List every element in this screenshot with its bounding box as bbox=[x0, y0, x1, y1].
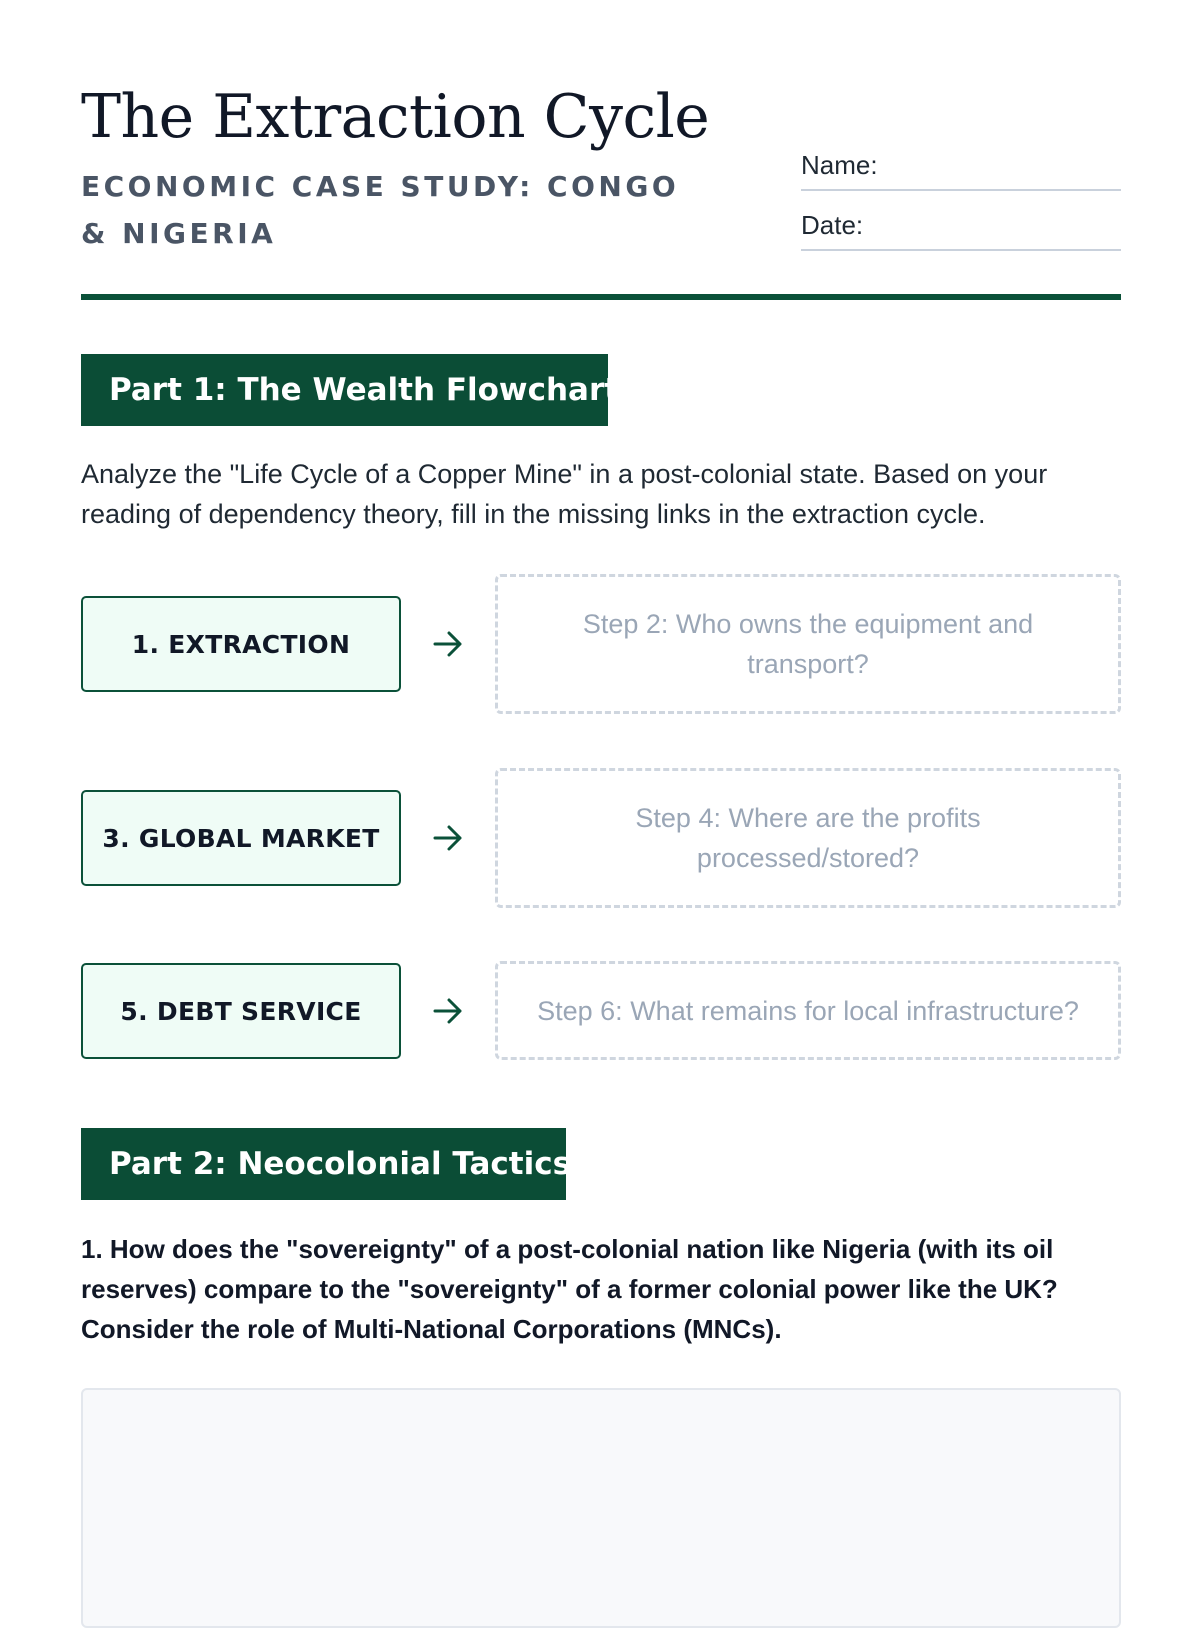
page-title: The Extraction Cycle bbox=[81, 82, 710, 152]
student-info bbox=[801, 145, 1121, 265]
flow-row bbox=[81, 768, 1121, 908]
name-field[interactable] bbox=[801, 145, 1121, 191]
flow-row bbox=[81, 961, 1121, 1060]
page-subtitle: ECONOMIC CASE STUDY: CONGO & NIGERIA bbox=[81, 170, 680, 250]
step-box-extraction: 1. EXTRACTION bbox=[81, 596, 401, 692]
answer-box-step4[interactable]: Step 4: Where are the profits processed/stored? bbox=[495, 768, 1121, 908]
part1-instructions: Analyze the "Life Cycle of a Copper Mine" in a post-colonial state. Based on your reading of dependency theory, fill in the missing links in the extraction cycle. bbox=[81, 459, 1048, 529]
answer-box-step6[interactable]: Step 6: What remains for local infrastructure? bbox=[495, 961, 1121, 1060]
section-heading-part2: Part 2: Neocolonial Tactics bbox=[81, 1128, 566, 1200]
arrow-right-icon bbox=[431, 821, 465, 855]
arrow-right-icon bbox=[431, 994, 465, 1028]
section-heading-part1: Part 1: The Wealth Flowchart bbox=[81, 354, 608, 426]
name-label: Name: bbox=[801, 150, 878, 180]
answer-box-step2[interactable]: Step 2: Who owns the equipment and transport? bbox=[495, 574, 1121, 714]
answer-area-question-1[interactable] bbox=[81, 1388, 1121, 1628]
worksheet-page bbox=[81, 0, 1121, 1344]
worksheet-header bbox=[81, 0, 1121, 304]
date-field[interactable] bbox=[801, 205, 1121, 251]
question-1: 1. How does the "sovereignty" of a post-colonial nation like Nigeria (with its oil reserves) compare to the "sovereignty" of a former colonial power like the UK? Consider the role of Multi-National Corporations (MNCs). bbox=[81, 1234, 1058, 1344]
step-box-debt-service: 5. DEBT SERVICE bbox=[81, 963, 401, 1059]
step-box-global-market: 3. GLOBAL MARKET bbox=[81, 790, 401, 886]
header-divider bbox=[81, 294, 1121, 300]
flow-row bbox=[81, 574, 1121, 714]
arrow-right-icon bbox=[431, 627, 465, 661]
date-label: Date: bbox=[801, 210, 864, 240]
